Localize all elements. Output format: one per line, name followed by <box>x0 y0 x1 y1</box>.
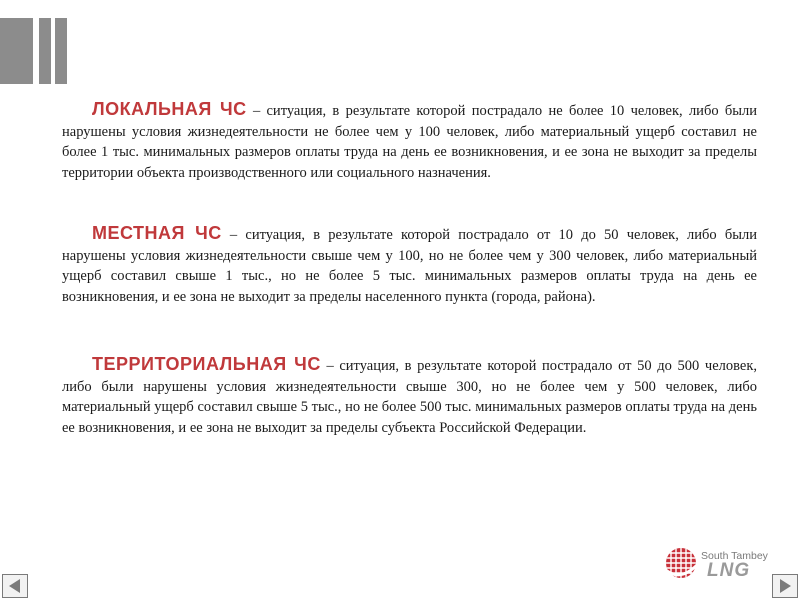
paragraph-territorial-emergency <box>62 354 757 438</box>
decorative-bar <box>39 18 51 84</box>
term-territorial-emergency: ТЕРРИТОРИАЛЬНАЯ ЧС <box>92 354 321 374</box>
previous-slide-button[interactable] <box>2 574 28 598</box>
south-tambey-lng-logo <box>663 545 773 585</box>
logo-text-lng: LNG <box>707 560 751 581</box>
definition-territorial-emergency: – ситуация, в результате которой пострадало от 50 до 500 человек, либо были нарушены условия жизнедеятельности свыше 300, но не более чем у 500 человек, либо материальный ущерб составил свыше 5 тыс., но не более 500 тыс. минимальных размеров оплаты труда на день ее возникновения, и ее зона не выходит за пределы субъекта Российской Федерации. <box>62 358 757 436</box>
paragraph-local-emergency <box>62 99 757 183</box>
term-municipal-emergency: МЕСТНАЯ ЧС <box>92 223 222 243</box>
triangle-left-icon <box>3 575 27 597</box>
term-local-emergency: ЛОКАЛЬНАЯ ЧС <box>92 99 247 119</box>
decorative-bars <box>0 18 80 84</box>
logo-text-south-tambey: South Tambey <box>701 550 768 562</box>
triangle-right-icon <box>773 575 797 597</box>
next-slide-button[interactable] <box>772 574 798 598</box>
definition-municipal-emergency: – ситуация, в результате которой пострадало от 10 до 50 человек, либо были нарушены условия жизнедеятельности свыше чем у 100, но не более чем у 300 человек, либо материальный ущерб составил свыше 1 тыс., но не более 5 тыс. минимальных размеров оплаты труда на день ее возникновения, и ее зона не выходит за пределы населенного пункта (города, района). <box>62 227 757 305</box>
paragraph-municipal-emergency <box>62 223 757 307</box>
decorative-bar <box>0 18 33 84</box>
definition-local-emergency: – ситуация, в результате которой пострадало не более 10 человек, либо были нарушены условия жизнедеятельности не более чем у 100 человек, либо материальный ущерб составил не более 1 тыс. минимальных размеров оплаты труда на день ее возникновения, и ее зона не выходит за пределы территории объекта производственного или социального назначения. <box>62 103 757 181</box>
decorative-bar <box>55 18 67 84</box>
globe-icon <box>663 545 699 581</box>
